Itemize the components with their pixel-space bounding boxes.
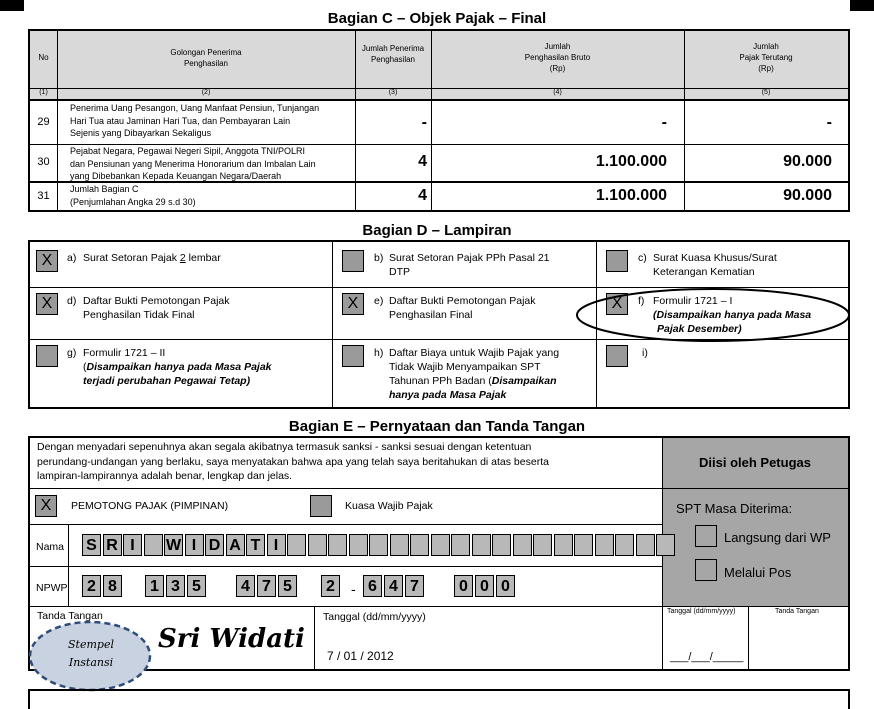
npwp-char-box: 0 — [496, 575, 515, 597]
nama-char-box — [451, 534, 470, 556]
nama-char-box — [533, 534, 552, 556]
nama-char-box — [287, 534, 306, 556]
col-num-1: (1) — [39, 89, 48, 96]
checkbox-d[interactable]: X — [36, 293, 58, 315]
item-d-label: Daftar Bukti Pemotongan Pajak Penghasilan Tidak Final — [83, 295, 230, 321]
tanggal-value[interactable]: 7 / 01 / 2012 — [327, 649, 394, 663]
tanggal-label: Tanggal (dd/mm/yyyy) — [323, 611, 426, 623]
nama-char-box: I — [123, 534, 142, 556]
checkbox-g[interactable] — [36, 345, 58, 367]
petugas-title: Diisi oleh Petugas — [699, 455, 811, 470]
item-g-prefix: g) — [67, 347, 77, 359]
nama-char-box — [328, 534, 347, 556]
item-f-prefix: f) — [638, 295, 645, 307]
kuasa-label: Kuasa Wajib Pajak — [345, 500, 433, 512]
npwp-dash: - — [351, 581, 356, 597]
item-e-prefix: e) — [374, 295, 384, 307]
nama-char-box — [308, 534, 327, 556]
npwp-char-box: 5 — [278, 575, 297, 597]
item-i-prefix: i) — [642, 347, 648, 359]
nama-char-box — [390, 534, 409, 556]
npwp-char-box: 4 — [384, 575, 403, 597]
checkbox-kuasa[interactable] — [310, 495, 332, 517]
nama-char-box — [595, 534, 614, 556]
row-30-no: 30 — [37, 156, 50, 168]
checkbox-h[interactable] — [342, 345, 364, 367]
nama-char-box — [636, 534, 655, 556]
npwp-char-box: 5 — [187, 575, 206, 597]
col-num-4: (4) — [553, 89, 562, 96]
nama-char-box — [656, 534, 675, 556]
row-29-bruto: - — [661, 114, 667, 131]
row-29-pajak: - — [826, 114, 832, 131]
npwp-char-box: 0 — [454, 575, 473, 597]
section-c-table — [28, 29, 850, 212]
row-30-pajak: 90.000 — [783, 153, 832, 170]
nama-char-box: I — [185, 534, 204, 556]
npwp-char-box: 8 — [103, 575, 122, 597]
npwp-char-box: 7 — [405, 575, 424, 597]
npwp-char-box: 6 — [363, 575, 382, 597]
section-d-title: Bagian D – Lampiran — [362, 222, 512, 239]
spt-diterima-label: SPT Masa Diterima: — [676, 501, 793, 516]
item-c-prefix: c) — [638, 252, 647, 264]
item-b-prefix: b) — [374, 252, 384, 264]
checkbox-c[interactable] — [606, 250, 628, 272]
row-29-no: 29 — [37, 116, 50, 128]
statement-text: Dengan menyadari sepenuhnya akan segala akibatnya termasuk sanksi - sanksi sesuai dengan ketentuan perundang-undangan yang berlaku, saya menyatakan bahwa apa yang telah saya beritahukan di atas beserta lampiran-lampirannya adalah benar, lengkap dan jelas. — [37, 441, 549, 482]
nama-char-box: A — [226, 534, 245, 556]
item-e-label: Daftar Bukti Pemotongan Pajak Penghasilan Final — [389, 295, 536, 321]
nama-char-box — [472, 534, 491, 556]
nama-char-box: S — [82, 534, 101, 556]
petugas-ttd-label: Tanda Tangan — [775, 608, 819, 615]
checkbox-i[interactable] — [606, 345, 628, 367]
npwp-char-box: 2 — [321, 575, 340, 597]
item-g-label: Formulir 1721 – II (Disampaikan hanya pada Masa Pajak terjadi perubahan Pegawai Tetap) — [83, 347, 272, 387]
tanda-tangan-label: Tanda Tangan — [37, 610, 103, 622]
checkbox-pemotong[interactable]: X — [35, 495, 57, 517]
item-c-label: Surat Kuasa Khusus/Surat Keterangan Kematian — [653, 252, 777, 278]
row-29-desc: Penerima Uang Pesangon, Uang Manfaat Pensiun, Tunjangan Hari Tua atau Jaminan Hari Tua, dan Pembayaran Lain Sejenis yang Dibayarkan Sekaligus — [70, 103, 320, 138]
nama-char-box — [410, 534, 429, 556]
section-c-title: Bagian C – Objek Pajak – Final — [327, 10, 547, 27]
melalui-pos-label: Melalui Pos — [724, 565, 792, 580]
nama-label: Nama — [36, 541, 65, 553]
pemotong-label: PEMOTONG PAJAK (PIMPINAN) — [71, 500, 229, 512]
npwp-char-box: 3 — [166, 575, 185, 597]
next-section-box — [28, 689, 850, 709]
row-29-penerima: - — [421, 114, 427, 131]
header-golongan: Golongan Penerima Penghasilan — [170, 48, 242, 68]
nama-char-box: T — [246, 534, 265, 556]
item-h-label: Daftar Biaya untuk Wajib Pajak yang Tidak Wajib Menyampaikan SPT Tahunan PPh Badan (Disampaikan hanya pada Masa Pajak — [389, 347, 560, 401]
langsung-label: Langsung dari WP — [724, 530, 831, 545]
npwp-label: NPWP — [36, 582, 68, 594]
item-b-label: Surat Setoran Pajak PPh Pasal 21 DTP — [389, 252, 550, 278]
highlight-ellipse — [574, 286, 852, 344]
nama-char-box: W — [164, 534, 183, 556]
checkbox-melalui-pos[interactable] — [695, 559, 717, 581]
header-bruto: Jumlah Penghasilan Bruto (Rp) — [524, 42, 591, 73]
row-30-desc: Pejabat Negara, Pegawai Negeri Sipil, Anggota TNI/POLRI dan Pensiunan yang Menerima Honorarium dan Imbalan Lain yang Dibebankan Kepada Keuangan Negara/Daerah — [70, 146, 316, 181]
checkbox-b[interactable] — [342, 250, 364, 272]
row-31-bruto: 1.100.000 — [595, 187, 667, 204]
npwp-char-box: 0 — [475, 575, 494, 597]
nama-char-box — [615, 534, 634, 556]
nama-char-box — [554, 534, 573, 556]
nama-char-box — [349, 534, 368, 556]
row-31-desc: Jumlah Bagian C (Penjumlahan Angka 29 s.d 30) — [70, 184, 196, 207]
header-no: No — [38, 53, 49, 62]
signature: Sri Widati — [158, 624, 305, 654]
nama-char-box — [144, 534, 163, 556]
nama-char-box: R — [103, 534, 122, 556]
item-a-label: Surat Setoran Pajak 2 lembar — [83, 252, 221, 264]
section-e-box — [28, 436, 850, 671]
col-num-3: (3) — [388, 89, 398, 96]
checkbox-langsung[interactable] — [695, 525, 717, 547]
nama-char-box — [574, 534, 593, 556]
petugas-tanggal-label: Tanggal (dd/mm/yyyy) — [667, 608, 736, 615]
stamp-text: Stempel Instansi — [68, 638, 114, 669]
nama-char-box — [369, 534, 388, 556]
row-30-penerima: 4 — [418, 153, 427, 170]
npwp-char-box: 7 — [257, 575, 276, 597]
nama-char-box — [431, 534, 450, 556]
section-d-box — [28, 240, 850, 409]
npwp-char-box: 4 — [236, 575, 255, 597]
row-31-no: 31 — [37, 190, 50, 202]
row-31-pajak: 90.000 — [783, 187, 832, 204]
checkbox-a[interactable]: X — [36, 250, 58, 272]
npwp-char-box: 1 — [145, 575, 164, 597]
checkbox-e[interactable]: X — [342, 293, 364, 315]
nama-char-box — [513, 534, 532, 556]
header-terutang: Jumlah Pajak Terutang (Rp) — [739, 42, 793, 73]
item-a-prefix: a) — [67, 252, 77, 264]
item-h-prefix: h) — [374, 347, 384, 359]
nama-char-box — [492, 534, 511, 556]
nama-char-box: I — [267, 534, 286, 556]
col-num-5: (5) — [761, 89, 771, 96]
item-f-label: Formulir 1721 – I (Disampaikan hanya pada Masa Pajak Desember) — [653, 295, 812, 335]
section-e-title: Bagian E – Pernyataan dan Tanda Tangan — [288, 418, 586, 435]
checkbox-f[interactable]: X — [606, 293, 628, 315]
nama-char-box: D — [205, 534, 224, 556]
item-d-prefix: d) — [67, 295, 77, 307]
header-jumlah-penerima: Jumlah Penerima Penghasilan — [361, 44, 425, 64]
petugas-tanggal-value[interactable]: ___/___/_____ — [670, 651, 744, 663]
row-31-penerima: 4 — [418, 187, 427, 204]
npwp-char-box: 2 — [82, 575, 101, 597]
col-num-2: (2) — [201, 89, 211, 96]
row-30-bruto: 1.100.000 — [595, 153, 667, 170]
